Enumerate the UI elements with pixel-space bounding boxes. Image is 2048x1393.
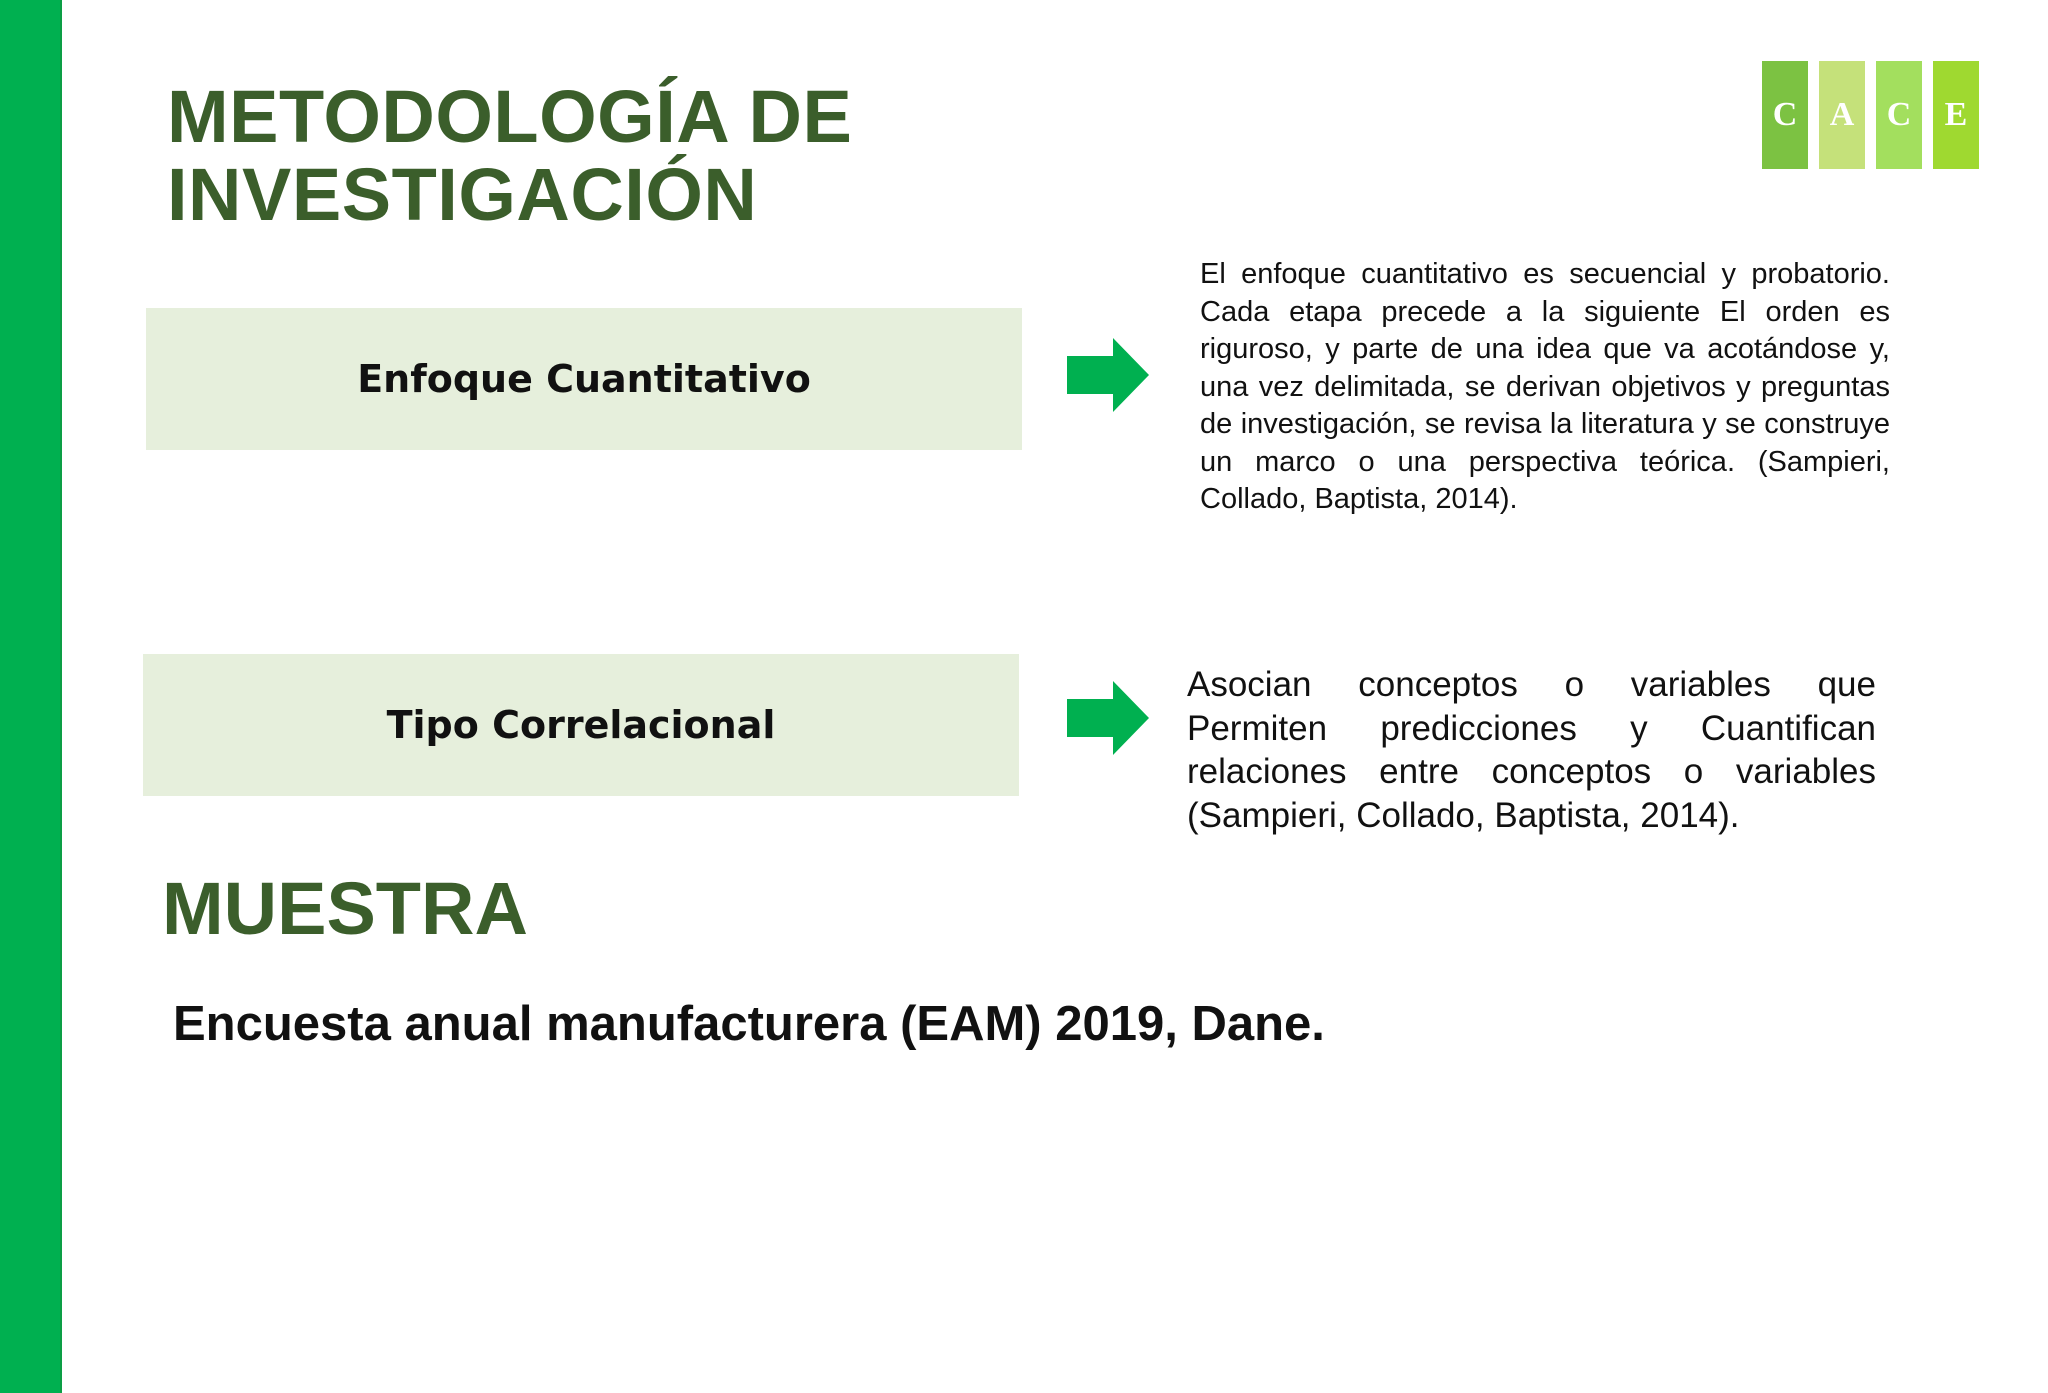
- muestra-heading: MUESTRA: [162, 867, 528, 950]
- tipo-correlacional-box: [143, 654, 1019, 796]
- tipo-correlacional-label: Tipo Correlacional: [386, 703, 776, 747]
- logo-tile-c2: C: [1876, 61, 1922, 169]
- tipo-correlacional-description: Asocian conceptos o variables que Permiten predicciones y Cuantifican relaciones entre conceptos o variables (Sampieri, Collado, Baptista, 2014).: [1187, 665, 1876, 835]
- muestra-text: Encuesta anual manufacturera (EAM) 2019, Dane.: [173, 997, 1325, 1051]
- enfoque-cuantitativo-label: Enfoque Cuantitativo: [357, 357, 811, 401]
- logo-tile-c1: C: [1762, 61, 1808, 169]
- enfoque-cuantitativo-description: El enfoque cuantitativo es secuencial y probatorio. Cada etapa precede a la siguiente El orden es riguroso, y parte de una idea que va acotándose y, una vez delimitada, se derivan objetivos y preguntas de investigación, se revisa la literatura y se construye un marco o una perspectiva teórica. (Sampieri, Collado, Baptista, 2014).: [1200, 258, 1890, 515]
- logo-tile-e: E: [1933, 61, 1979, 169]
- page-title-line-2: INVESTIGACIÓN: [167, 153, 758, 236]
- arrow-right-icon: [1067, 338, 1149, 412]
- left-accent-bar: [0, 0, 62, 1393]
- logo-tile-a: A: [1819, 61, 1865, 169]
- arrow-right-icon: [1067, 681, 1149, 755]
- page-title-line-1: METODOLOGÍA DE: [167, 75, 853, 158]
- page-title: [167, 75, 853, 236]
- cace-logo: [1762, 61, 1979, 169]
- enfoque-cuantitativo-box: [146, 308, 1022, 450]
